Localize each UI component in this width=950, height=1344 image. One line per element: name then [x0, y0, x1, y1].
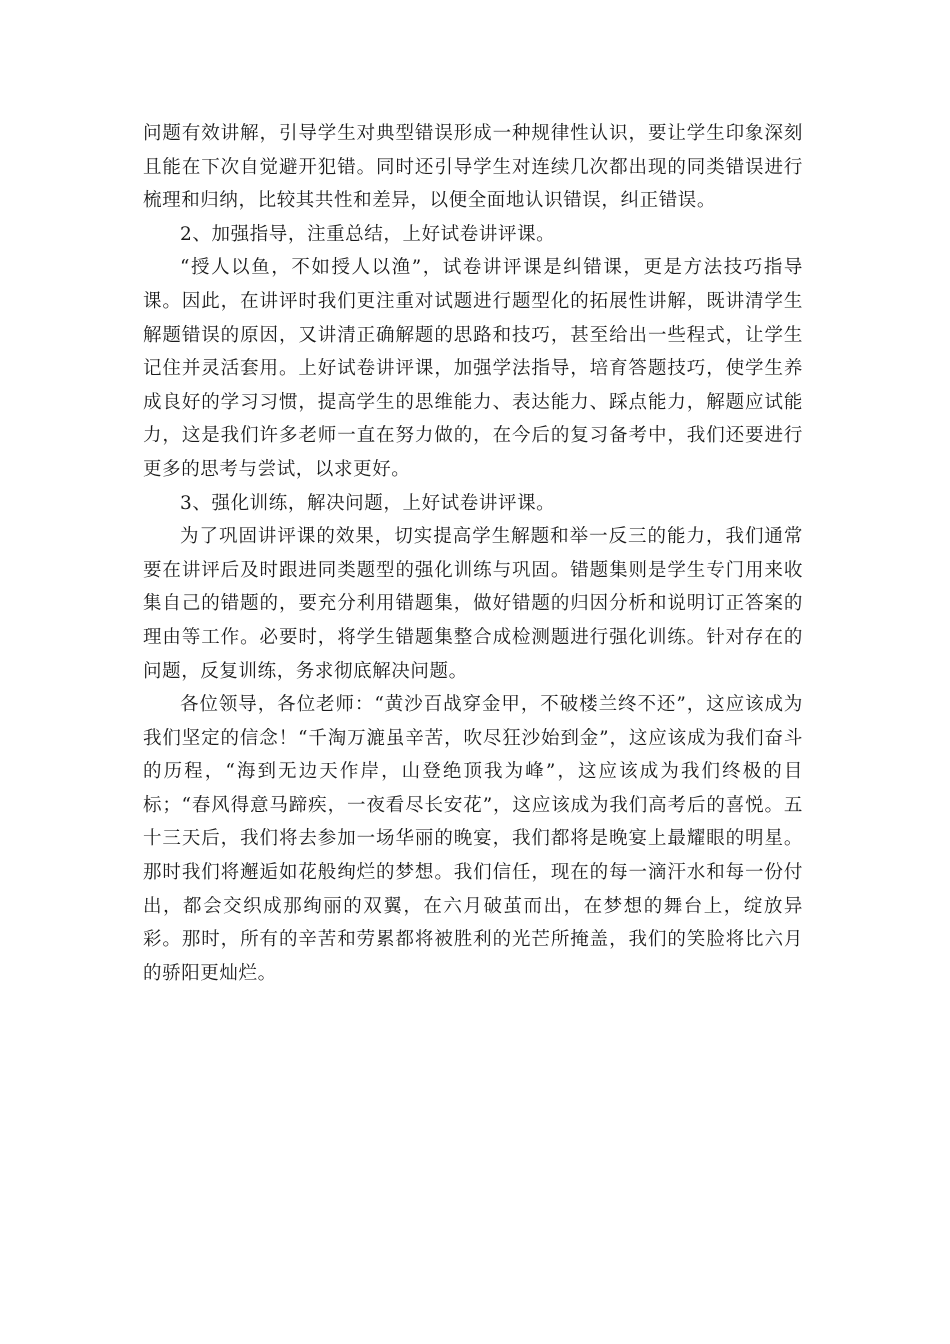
paragraph-error-analysis: 问题有效讲解，引导学生对典型错误形成一种规律性认识，要让学生印象深刻且能在下次自觉避开犯错。同时还引导学生对连续几次都出现的同类错误进行梳理和归纳，比较其共性和差异，以便全面地认识错误，纠正错误。: [143, 123, 803, 212]
heading-item-3: 3、强化训练，解决问题，上好试卷讲评课。: [180, 492, 556, 514]
document-body: [143, 117, 803, 990]
paragraph-method-guidance: “授人以鱼，不如授人以渔”，试卷讲评课是纠错课，更是方法技巧指导课。因此，在讲评时我们更注重对试题进行题型化的拓展性讲解，既讲清学生解题错误的原因，又讲清正确解题的思路和技巧，甚至给出一些程式，让学生记住并灵活套用。上好试卷讲评课，加强学法指导，培育答题技巧，使学生养成良好的学习习惯，提高学生的思维能力、表达能力、踩点能力，解题应试能力，这是我们许多老师一直在努力做的，在今后的复习备考中，我们还要进行更多的思考与尝试，以求更好。: [143, 257, 803, 480]
paragraph-closing-speech: 各位领导，各位老师：“黄沙百战穿金甲，不破楼兰终不还”，这应该成为我们坚定的信念！“千淘万漉虽辛苦，吹尽狂沙始到金”，这应该成为我们奋斗的历程，“海到无边天作岸，山登绝顶我为峰”，这应该成为我们终极的目标；“春风得意马蹄疾，一夜看尽长安花”，这应该成为我们高考后的喜悦。五十三天后，我们将去参加一场华丽的晚宴，我们都将是晚宴上最耀眼的明星。那时我们将邂逅如花般绚烂的梦想。我们信任，现在的每一滴汗水和每一份付出，都会交织成那绚丽的双翼，在六月破茧而出，在梦想的舞台上，绽放异彩。那时，所有的辛苦和劳累都将被胜利的光芒所掩盖，我们的笑脸将比六月的骄阳更灿烂。: [143, 694, 803, 984]
heading-item-2: 2、加强指导，注重总结，上好试卷讲评课。: [180, 223, 556, 245]
paragraph-intensive-training: 为了巩固讲评课的效果，切实提高学生解题和举一反三的能力，我们通常要在讲评后及时跟进同类题型的强化训练与巩固。错题集则是学生专门用来收集自己的错题的，要充分利用错题集，做好错题的归因分析和说明订正答案的理由等工作。必要时，将学生错题集整合成检测题进行强化训练。针对存在的问题，反复训练，务求彻底解决问题。: [143, 526, 803, 682]
